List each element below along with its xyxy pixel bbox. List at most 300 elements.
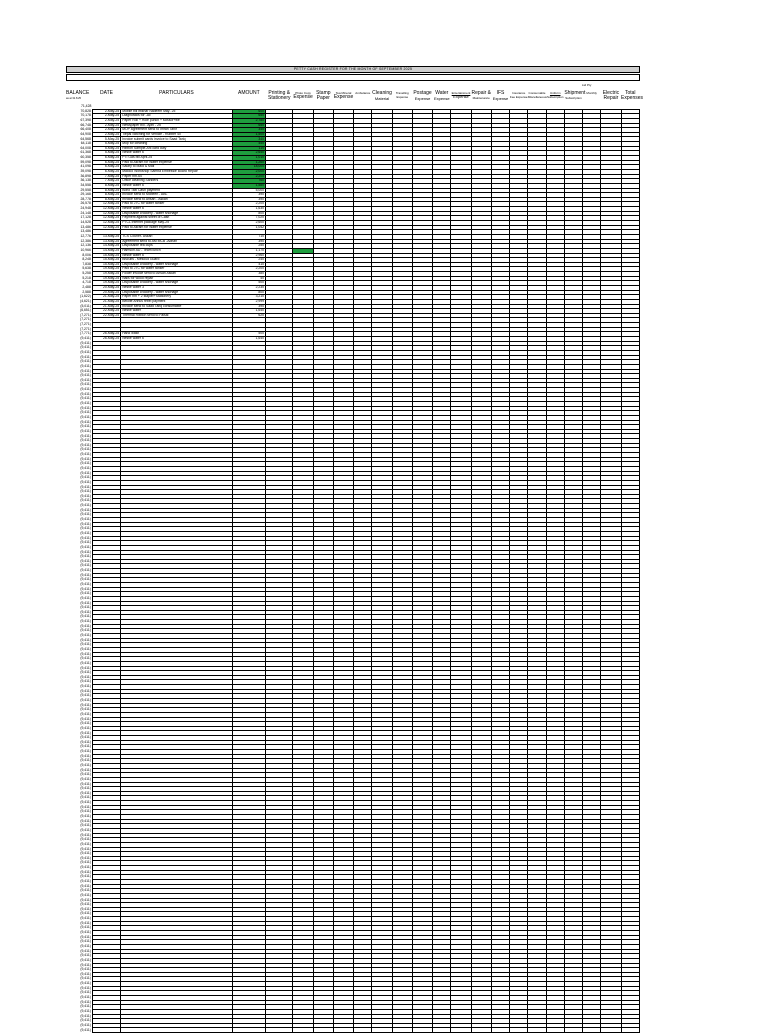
expense-cell: [354, 1028, 372, 1033]
balance-cell: (9,411): [80, 433, 91, 438]
particulars-cell: Paper rim + 2 stapler+Stationery: [121, 295, 232, 300]
balance-cell: 12,136: [80, 243, 91, 248]
balance-cell: 2,588: [82, 289, 91, 294]
balance-cell: (9,411): [80, 957, 91, 962]
expense-cell: [546, 1028, 564, 1033]
col-date: DATE: [100, 90, 113, 96]
register-body: [66, 105, 640, 1033]
date-cell: 2-May-25: [92, 128, 120, 133]
amount-cell: 2,960: [232, 253, 265, 258]
date-cell: 2-May-25: [92, 118, 120, 123]
particulars-cell: Tiepal Stitching for Vehicle - Rubber 40: [121, 132, 232, 137]
balance-cell: (9,411): [80, 781, 91, 786]
expense-cell: [372, 1028, 392, 1033]
amount-cell: 2,200: [232, 174, 265, 179]
particulars-cell: Beloite Annus rebel payment: [121, 299, 232, 304]
balance-cell: (9,411): [80, 633, 91, 638]
balance-cell: 61,368: [80, 150, 91, 155]
balance-cell: 70,178: [80, 113, 91, 118]
date-cell: 6-May-25: [92, 156, 120, 161]
date-cell: 21-May-25: [92, 299, 120, 304]
col-postage: Postage Expense: [413, 90, 432, 101]
balance-cell: 5,258: [82, 271, 91, 276]
opening-balance: 71,428: [80, 104, 92, 109]
balance-cell: (9,411): [80, 943, 91, 948]
amount-cell: 390: [232, 197, 265, 202]
balance-cell: (9,411): [80, 1008, 91, 1013]
date-cell: 2-May-25: [92, 109, 120, 114]
balance-cell: 14,528: [80, 220, 91, 225]
date-cell: 26-May-25: [92, 332, 120, 337]
title-spacer-bar: [66, 74, 640, 81]
balance-cell: (9,411): [80, 582, 91, 586]
sheet-title: PETTY CASH REGISTER FOR THE MONTH OF SEPTEMBER 2025: [66, 66, 640, 73]
balance-cell: (9,411): [80, 753, 91, 758]
balance-cell: (9,411): [80, 368, 91, 373]
balance-cell: (9,411): [80, 651, 91, 656]
balance-cell: (9,411): [80, 860, 91, 865]
balance-cell: (9,411): [80, 739, 91, 744]
date-cell: 20-May-25: [92, 285, 120, 290]
particulars-cell: Salary to Maid & Mali: [121, 165, 232, 170]
date-cell: 19-May-25: [92, 267, 120, 272]
balance-cell: 29,168: [80, 192, 91, 197]
balance-cell: (9,411): [80, 800, 91, 805]
balance-cell: (9,411): [80, 354, 91, 359]
col-entertainment: Entertainment Expense: [451, 91, 471, 99]
particulars-cell: Disposable crockery - water shortage: [121, 281, 232, 286]
particulars-cell: Newspaper bill - April - 25: [121, 123, 232, 128]
particulars-cell: Bono Taxi Cash payment: [121, 188, 232, 193]
col-ifs: IFS Expense: [492, 90, 509, 101]
expense-cell: [433, 1028, 451, 1033]
balance-cell: (9,411): [80, 628, 91, 633]
balance-cell: 7,838: [82, 261, 91, 266]
amount-cell: 250: [232, 244, 265, 249]
particulars-cell: Invoice submit cards invoice to Saad Tariq: [121, 137, 232, 142]
balance-cell: (9,411): [80, 716, 91, 721]
empty-row: [66, 1028, 640, 1033]
balance-cell: (9,411): [80, 442, 91, 447]
date-cell: 19-May-25: [92, 281, 120, 286]
expense-cell: [451, 1028, 471, 1033]
col-electric: Electric Repair: [602, 90, 620, 101]
balance-cell: (9,411): [80, 530, 91, 535]
particulars-cell: MOP agreement send to Imran Tahir: [121, 128, 232, 133]
date-cell: 2-May-25: [92, 132, 120, 137]
col-water: Water Expense: [433, 90, 450, 101]
date-cell: 5-May-25: [92, 137, 120, 142]
balance-cell: (9,411): [80, 693, 91, 698]
balance-cell: (9,411): [80, 721, 91, 726]
balance-cell: (9,411): [80, 554, 91, 559]
amount-cell: 1,260: [232, 160, 265, 165]
balance-cell: (9,411): [80, 1027, 91, 1032]
date-cell: 6-May-25: [92, 160, 120, 165]
amount-cell: 1,640: [232, 337, 265, 342]
particulars-cell: Nestle water 6: [121, 183, 232, 188]
balance-cell: (9,411): [80, 790, 91, 795]
date-cell: 8-May-25: [92, 193, 120, 198]
balance-cell: (9,411): [80, 786, 91, 791]
amount-cell: 1,170: [232, 248, 265, 253]
particulars-cell: Nestle water 6: [121, 253, 232, 258]
balance-cell: (9,411): [80, 391, 91, 396]
balance-cell: (4,621): [80, 298, 91, 303]
balance-cell: (9,411): [80, 841, 91, 846]
balance-cell: (7,271): [80, 317, 91, 322]
date-cell: 5-May-25: [92, 151, 120, 156]
balance-cell: (9,411): [80, 999, 91, 1004]
col-shipment: Shipment Subscription: [564, 90, 586, 100]
date-cell: 19-May-25: [92, 272, 120, 277]
balance-cell: 70,828: [80, 108, 91, 113]
balance-cell: (9,411): [80, 725, 91, 730]
balance-cell: 4,718: [82, 280, 91, 285]
particulars-cell: Nestle water 3: [121, 285, 232, 290]
balance-cell: (9,411): [80, 568, 91, 573]
balance-cell: (9,411): [80, 897, 91, 902]
particulars-cell: Disposable crockery - water shortage: [121, 290, 232, 295]
particulars-cell: Paid to JTC for water tanker: [121, 202, 232, 207]
amount-cell: 1,640: [232, 309, 265, 314]
balance-cell: (9,411): [80, 846, 91, 851]
balance-cell: (9,411): [80, 498, 91, 503]
balance-cell: (9,411): [80, 855, 91, 860]
balance-cell: (9,411): [80, 883, 91, 888]
balance-cell: (6,651): [80, 308, 91, 313]
particulars-cell: Disposable tea cups: [121, 244, 232, 249]
balance-cell: (9,411): [80, 995, 91, 1000]
balance-cell: (9,411): [80, 939, 91, 944]
balance-cell: (9,411): [80, 832, 91, 837]
balance-cell: (9,411): [80, 512, 91, 517]
balance-cell: (9,411): [80, 707, 91, 712]
particulars-cell: [121, 1028, 232, 1033]
balance-cell: 5,218: [82, 275, 91, 280]
balance-cell: (9,411): [80, 363, 91, 368]
balance-cell: (9,411): [80, 837, 91, 842]
balance-cell: (9,411): [80, 930, 91, 935]
particulars-cell: PTI Gas bill April-25: [121, 156, 232, 161]
particulars-cell: Disposable crockery - water shortage: [121, 262, 232, 267]
expense-cell: [601, 1028, 621, 1033]
date-cell: 13-May-25: [92, 239, 120, 244]
balance-cell: (7,771): [80, 331, 91, 336]
balance-cell: (9,411): [80, 605, 91, 610]
date-cell: 5-May-25: [92, 142, 120, 147]
particulars-cell: PTCL internet package May-25: [121, 221, 232, 226]
balance-cell: (9,411): [80, 892, 91, 897]
date-cell: 8-May-25: [92, 197, 120, 202]
col-amount: AMOUNT: [238, 90, 260, 96]
expense-cell: [392, 1028, 412, 1033]
particulars-cell: Payment against sheet of Cash: [121, 216, 232, 221]
balance-cell: (9,411): [80, 698, 91, 703]
balance-cell: 64,908: [80, 131, 91, 136]
amount-cell: 390: [232, 239, 265, 244]
balance-cell: (9,411): [80, 345, 91, 350]
balance-cell: (9,411): [80, 614, 91, 619]
amount-cell: 650: [232, 123, 265, 128]
amount-cell: 7,020: [232, 216, 265, 221]
particulars-cell: Invoice send to Mobeen - ABL: [121, 193, 232, 198]
balance-cell: (9,411): [80, 493, 91, 498]
col-balance: BALANCE as at 31.8.25: [66, 90, 90, 100]
date-cell: 20-May-25: [92, 290, 120, 295]
balance-cell: (9,411): [80, 544, 91, 549]
particulars-cell: Nestle water 6: [121, 151, 232, 156]
date-cell: 15-May-25: [92, 258, 120, 263]
balance-cell: (9,411): [80, 382, 91, 387]
expense-cell: [313, 1028, 333, 1033]
amount-cell: 450: [232, 142, 265, 147]
amount-cell: 800: [232, 290, 265, 295]
balance-cell: (9,411): [80, 967, 91, 972]
col-repair: Repair & Maintenance: [471, 90, 491, 100]
expense-cell: [528, 1028, 546, 1033]
register-table: [66, 90, 644, 1033]
amount-cell: 600: [232, 109, 265, 114]
balance-cell: (9,411): [80, 340, 91, 345]
balance-cell: (9,411): [80, 1013, 91, 1018]
balance-cell: (9,411): [80, 953, 91, 958]
particulars-cell: Invoice send to Saad Tariq consumable: [121, 304, 232, 309]
balance-cell: 36,138: [80, 178, 91, 183]
balance-cell: (9,411): [80, 414, 91, 419]
balance-cell: (9,411): [80, 865, 91, 870]
balance-cell: (9,411): [80, 976, 91, 981]
col-total: Total Expenses: [621, 90, 644, 101]
balance-cell: 36,898: [80, 173, 91, 178]
particulars-cell: Paid to Akram for Water expense: [121, 160, 232, 165]
date-cell: 12-May-25: [92, 211, 120, 216]
balance-cell: (9,411): [80, 507, 91, 512]
amount-cell: 710: [232, 234, 265, 239]
amount-cell: 240: [232, 258, 265, 263]
expense-cell: [333, 1028, 353, 1033]
balance-cell: 64,008: [80, 145, 91, 150]
balance-cell: 2,488: [82, 285, 91, 289]
balance-cell: (9,411): [80, 595, 91, 600]
balance-cell: (9,411): [80, 660, 91, 665]
balance-cell: (9,411): [80, 572, 91, 577]
balance-cell: 8,006: [82, 252, 91, 257]
balance-cell: (9,411): [80, 401, 91, 406]
balance-cell: (9,411): [80, 665, 91, 670]
balance-cell: (5,011): [80, 303, 91, 308]
amount-cell: 340: [232, 137, 265, 142]
balance-cell: (9,411): [80, 577, 91, 582]
balance-cell: (9,411): [80, 623, 91, 628]
balance-cell: (9,411): [80, 503, 91, 508]
balance-cell: 39,098: [80, 168, 91, 173]
col-ambulance: Ambulance: [355, 91, 371, 95]
balance-cell: 34,558: [80, 182, 91, 187]
balance-cell: (9,411): [80, 827, 91, 832]
date-cell: 8-May-25: [92, 183, 120, 188]
balance-cell: (9,411): [80, 874, 91, 879]
col-consumable: Consumable Miscellaneous: [527, 91, 547, 99]
balance-cell: (9,411): [80, 888, 91, 893]
balance-cell: (9,411): [80, 776, 91, 781]
particulars-cell: Diagnostics for -Ac: [121, 114, 232, 119]
amount-cell: 500: [232, 281, 265, 286]
expense-cell: [621, 1028, 639, 1033]
date-cell: 12-May-25: [92, 202, 120, 207]
balance-cell: 67,398: [80, 117, 91, 122]
balance-cell: (1,622): [80, 294, 91, 299]
balance-cell: (9,411): [80, 795, 91, 800]
balance-cell: (9,411): [80, 971, 91, 976]
balance-cell: (9,411): [80, 484, 91, 489]
balance-cell: (9,411): [80, 396, 91, 401]
balance-cell: (7,271): [80, 322, 91, 327]
particulars-cell: Paper rim A4: [121, 174, 232, 179]
balance-cell: (9,411): [80, 461, 91, 466]
date-cell: 8-May-25: [92, 188, 120, 193]
amount-cell: 1,010: [232, 156, 265, 161]
balance-cell: (9,411): [80, 962, 91, 967]
col-travelling: Travelling Expense: [395, 91, 409, 99]
col-insurance: Insurance Fee Expense: [509, 91, 528, 99]
col-particulars: PARTICULARS: [159, 90, 194, 96]
col-stamp: Stamp Paper: [316, 90, 331, 101]
balance-cell: (9,411): [80, 517, 91, 522]
date-cell: 19-May-25: [92, 276, 120, 281]
particulars-cell: Nestle water: [121, 309, 232, 314]
balance-cell: (9,411): [80, 489, 91, 494]
balance-cell: (9,411): [80, 702, 91, 707]
expense-cell: [266, 1028, 293, 1033]
balance-cell: (9,411): [80, 906, 91, 911]
balance-cell: (9,411): [80, 869, 91, 874]
particulars-cell: Nails for wood repair: [121, 276, 232, 281]
balance-cell: 29,558: [80, 187, 91, 192]
balance-cell: (9,411): [80, 902, 91, 907]
balance-cell: (9,411): [80, 373, 91, 378]
balance-cell: (9,411): [80, 549, 91, 554]
amount-cell: 2,000: [232, 169, 265, 174]
balance-cell: 24,148: [80, 210, 91, 215]
balance-cell: (9,411): [80, 684, 91, 689]
balance-cell: (9,411): [80, 804, 91, 809]
balance-cell: (9,411): [80, 772, 91, 777]
expense-cell: [491, 1028, 509, 1033]
particulars-cell: Mobile bill Iftikhar Nadeem May- 25: [121, 109, 232, 114]
balance-cell: (9,411): [80, 646, 91, 651]
balance-cell: (9,411): [80, 479, 91, 484]
amount-cell: 390: [232, 193, 265, 198]
balance-cell: (9,411): [80, 349, 91, 354]
date-cell: 21-May-25: [92, 295, 120, 300]
balance-cell: 5,638: [82, 266, 91, 271]
amount-cell: 500: [232, 332, 265, 337]
balance-cell: 17,128: [80, 215, 91, 220]
balance-cell: (9,411): [80, 535, 91, 540]
particulars-cell: Nestle water 6: [121, 207, 232, 212]
expense-cell: [412, 1028, 432, 1033]
date-cell: 6-May-25: [92, 165, 120, 170]
balance-cell: (9,411): [80, 586, 91, 591]
amount-cell: 18,000: [232, 165, 265, 170]
balance-cell: (9,411): [80, 1004, 91, 1009]
balance-cell: 28,778: [80, 196, 91, 201]
particulars-cell: TCS Courier- Askari: [121, 234, 232, 239]
balance-cell: (9,411): [80, 925, 91, 930]
date-cell: 6-May-25: [92, 169, 120, 174]
amount-cell: 110: [232, 146, 265, 151]
date-cell: 12-May-25: [92, 207, 120, 212]
header-row: [66, 91, 640, 105]
balance-cell: (9,411): [80, 762, 91, 767]
col-tea: Tea Mineral Expense: [333, 91, 354, 100]
amount-cell: 2,230: [232, 285, 265, 290]
date-cell: 2-May-25: [92, 114, 120, 119]
balance-cell: (9,411): [80, 475, 91, 480]
balance-cell: (9,411): [80, 521, 91, 526]
balance-cell: (9,411): [80, 600, 91, 605]
expense-cell: [471, 1028, 491, 1033]
balance-cell: (9,411): [80, 558, 91, 563]
balance-cell: (9,411): [80, 679, 91, 684]
date-cell: 12-May-25: [92, 221, 120, 226]
particulars-cell: Biscuits - Mesoud Guard: [121, 258, 232, 263]
date-cell: 5-May-25: [92, 146, 120, 151]
balance-cell: (9,411): [80, 818, 91, 823]
balance-cell: (9,411): [80, 711, 91, 716]
balance-cell: (9,411): [80, 387, 91, 392]
balance-cell: (9,411): [80, 410, 91, 415]
balance-cell: 12,776: [80, 233, 91, 238]
date-cell: 12-May-25: [92, 216, 120, 221]
amount-cell: 620: [232, 313, 265, 318]
date-cell: 14-May-25: [92, 244, 120, 249]
amount-cell: 2,780: [232, 118, 265, 123]
balance-cell: (9,411): [80, 405, 91, 410]
amount-cell: 2,999: [232, 299, 265, 304]
meta-row: [66, 81, 640, 91]
balance-cell: (9,411): [80, 637, 91, 642]
amount-cell: 1,580: [232, 183, 265, 188]
date-cell: 12-May-25: [92, 225, 120, 230]
balance-cell: (9,411): [80, 767, 91, 772]
particulars-cell: Folder invoice send to Ahsan Askari: [121, 272, 232, 277]
amount-cell: 3,210: [232, 295, 265, 300]
date-cell: 15-May-25: [92, 253, 120, 258]
balance-cell: 60,358: [80, 155, 91, 160]
col-cleaning: Cleaning Material: [372, 90, 392, 101]
date-cell: 26-May-25: [92, 337, 120, 342]
balance-cell: (9,411): [80, 735, 91, 740]
balance-cell: 66,748: [80, 122, 91, 127]
col-printing: Printing & Stationery: [267, 90, 291, 101]
date-cell: 13-May-25: [92, 234, 120, 239]
balance-cell: (9,411): [80, 456, 91, 461]
balance-cell: (9,411): [80, 419, 91, 424]
amount-cell: 650: [232, 114, 265, 119]
balance-cell: 59,098: [80, 159, 91, 164]
balance-cell: (9,411): [80, 851, 91, 856]
balance-cell: 64,568: [80, 136, 91, 141]
particulars-cell: Paid to Akram for Water expense: [121, 225, 232, 230]
balance-cell: (9,411): [80, 465, 91, 470]
amount-cell: 390: [232, 304, 265, 309]
balance-cell: 8,248: [82, 257, 91, 262]
balance-cell: 41,098: [80, 164, 91, 169]
amount-cell: 2,600: [232, 221, 265, 226]
amount-cell: 800: [232, 211, 265, 216]
